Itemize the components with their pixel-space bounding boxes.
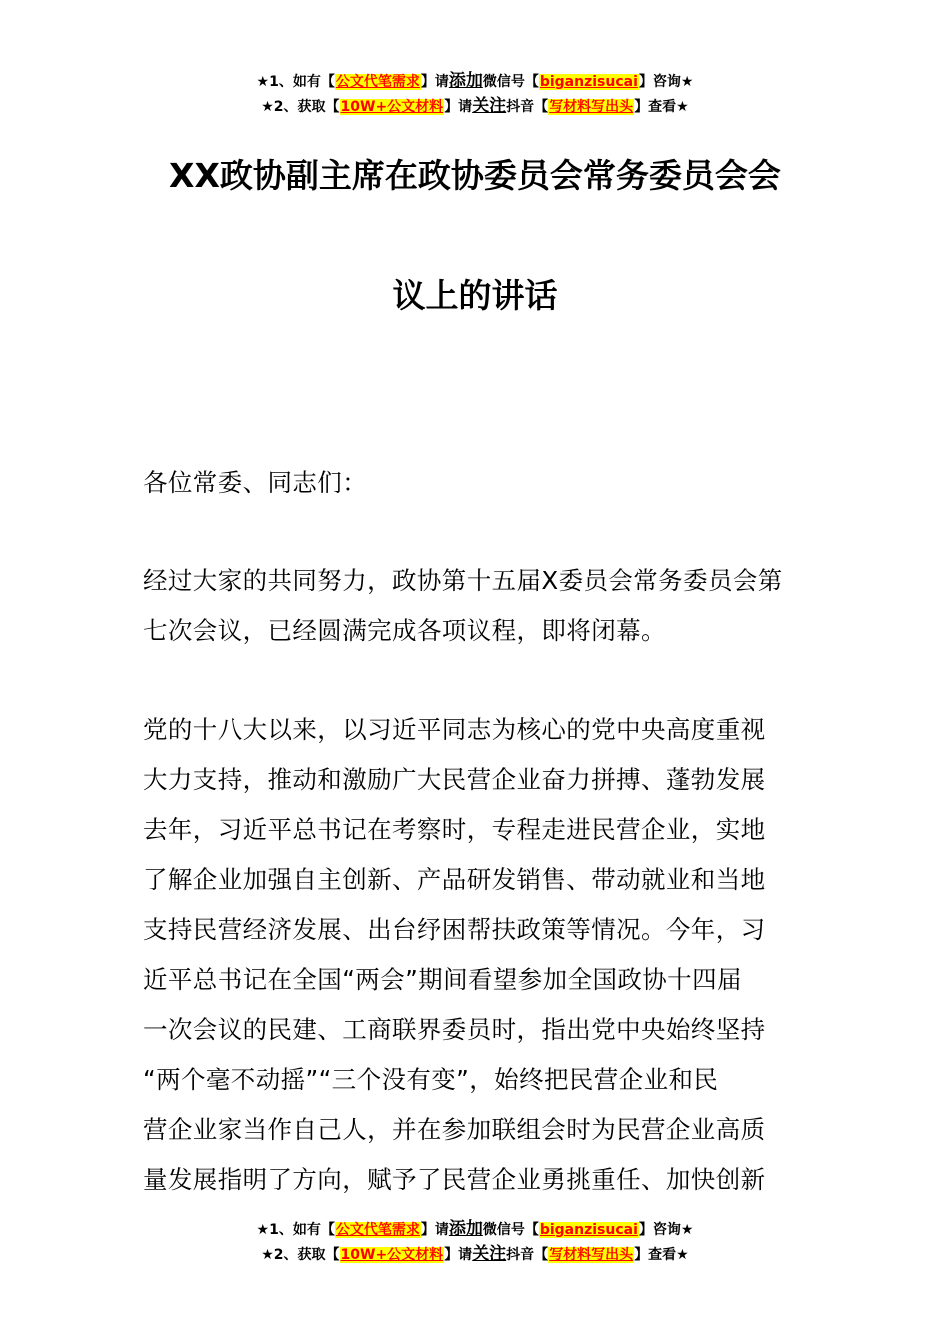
banner-text: 】咨询★ — [638, 1222, 694, 1238]
header-banner — [0, 69, 950, 119]
highlight-wechat-id: biganzisucai — [539, 74, 638, 90]
paragraph-1 — [143, 556, 808, 656]
highlight-douyin-account: 写材料写出头 — [549, 1247, 634, 1263]
banner-line-2 — [0, 1242, 950, 1267]
paragraph-line: 七次会议，已经圆满完成各项议程，即将闭幕。 — [143, 616, 666, 645]
emphasis-add: 添加 — [448, 1219, 483, 1239]
paragraph-2 — [143, 705, 808, 1205]
banner-text: ★1、如有【 — [256, 74, 335, 90]
paragraph-line: 营企业家当作自己人，并在参加联组会时为民营企业高质 — [143, 1115, 766, 1144]
banner-text: ★2、获取【 — [261, 1247, 340, 1263]
paragraph-line: 量发展指明了方向，赋予了民营企业勇挑重任、加快创新 — [143, 1165, 766, 1194]
paragraph-line: 一次会议的民建、工商联界委员时，指出党中央始终坚持 — [143, 1015, 766, 1044]
banner-text: 】查看★ — [634, 99, 689, 115]
banner-text: ★2、获取【 — [261, 99, 340, 115]
greeting-text: 各位常委、同志们： — [143, 468, 368, 497]
emphasis-add: 添加 — [448, 71, 483, 91]
banner-text: 】查看★ — [634, 1247, 689, 1263]
document-title-line-1: XX政协副主席在政协委员会常务委员会会 — [169, 156, 781, 195]
banner-line-2 — [0, 94, 950, 119]
banner-text: 】请 — [444, 1247, 473, 1263]
greeting — [143, 458, 808, 508]
banner-line-1 — [0, 69, 950, 94]
paragraph-line: 大力支持，推动和激励广大民营企业奋力拼搏、蓬勃发展 — [143, 765, 766, 794]
highlight-wechat-id: biganzisucai — [539, 1222, 638, 1238]
banner-text: 抖音【 — [506, 1247, 549, 1263]
highlight-materials: 10W+公文材料 — [340, 1247, 444, 1263]
paragraph-line: 党的十八大以来，以习近平同志为核心的党中央高度重视 — [143, 715, 766, 744]
banner-text: 】请 — [420, 74, 449, 90]
paragraph-line: 经过大家的共同努力，政协第十五届X委员会常务委员会第 — [143, 566, 783, 595]
emphasis-follow: 关注 — [472, 1244, 507, 1264]
paragraph-line: 了解企业加强自主创新、产品研发销售、带动就业和当地 — [143, 865, 766, 894]
emphasis-follow: 关注 — [472, 96, 507, 116]
highlight-service: 公文代笔需求 — [335, 1222, 420, 1238]
banner-text: 】请 — [420, 1222, 449, 1238]
banner-text: 微信号【 — [482, 1222, 539, 1238]
banner-text: 】请 — [444, 99, 473, 115]
banner-text: 微信号【 — [482, 74, 539, 90]
document-title-line-2: 议上的讲话 — [392, 276, 558, 315]
paragraph-line: “两个毫不动摇”“三个没有变”，始终把民营企业和民 — [143, 1065, 719, 1094]
banner-text: 】咨询★ — [638, 74, 694, 90]
footer-banner — [0, 1217, 950, 1267]
highlight-service: 公文代笔需求 — [335, 74, 420, 90]
banner-text: ★1、如有【 — [256, 1222, 335, 1238]
paragraph-line: 去年，习近平总书记在考察时，专程走进民营企业，实地 — [143, 815, 766, 844]
banner-line-1 — [0, 1217, 950, 1242]
banner-text: 抖音【 — [506, 99, 549, 115]
paragraph-line: 支持民营经济发展、出台纾困帮扶政策等情况。今年，习 — [143, 915, 766, 944]
highlight-materials: 10W+公文材料 — [340, 99, 444, 115]
highlight-douyin-account: 写材料写出头 — [549, 99, 634, 115]
paragraph-line: 近平总书记在全国“两会”期间看望参加全国政协十四届 — [143, 965, 742, 994]
